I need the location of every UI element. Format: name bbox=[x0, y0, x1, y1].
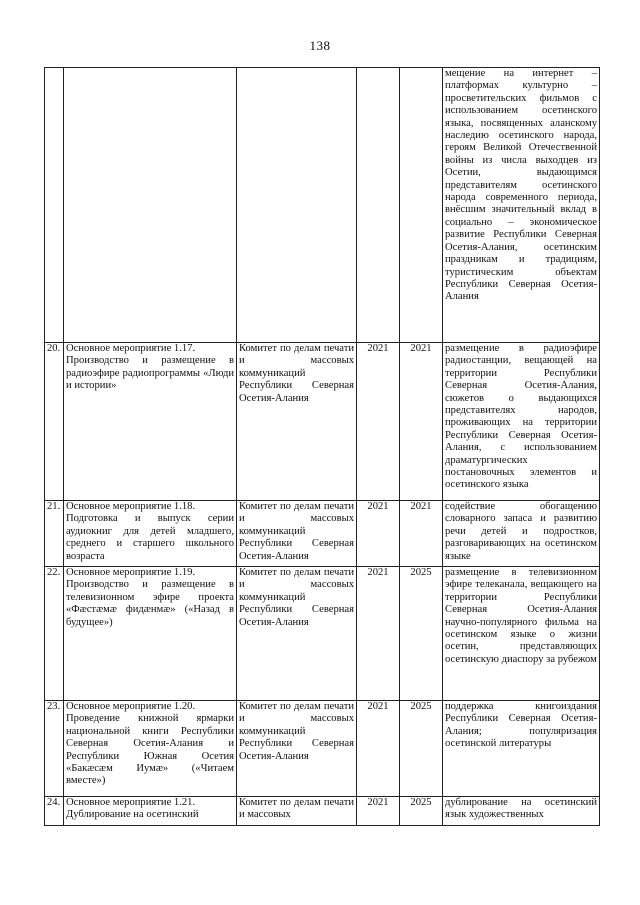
expected-result: дублирование на осетинский язык художественных bbox=[443, 797, 600, 826]
expected-result: содействие обогащению словарного запаса и развитию речи детей и подростков, разговаривающих на осетинском языке bbox=[443, 501, 600, 567]
expected-result: размещение в телевизионном эфире телеканала, вещающего на территории Республики Северная Осетия-Алания научно-популярного фильма на осетинском языке о жизни осетин, представляющих осетинскую диаспору за рубежом bbox=[443, 567, 600, 701]
executor: Комитет по делам печати и массовых bbox=[237, 797, 357, 826]
activities-table bbox=[44, 67, 600, 826]
table-row bbox=[45, 343, 600, 501]
executor: Комитет по делам печати и массовых коммуникаций Республики Северная Осетия-Алания bbox=[237, 701, 357, 797]
year-start bbox=[357, 68, 400, 343]
table-row bbox=[45, 501, 600, 567]
table-row bbox=[45, 567, 600, 701]
table-row bbox=[45, 797, 600, 826]
year-end: 2021 bbox=[400, 343, 443, 501]
year-end: 2021 bbox=[400, 501, 443, 567]
year-start: 2021 bbox=[357, 567, 400, 701]
year-end: 2025 bbox=[400, 567, 443, 701]
activity-name: Основное мероприятие 1.21. Дублирование на осетинский bbox=[64, 797, 237, 826]
executor: Комитет по делам печати и массовых коммуникаций Республики Северная Осетия-Алания bbox=[237, 567, 357, 701]
activity-name: Основное мероприятие 1.19. Производство и размещение в телевизионном эфире проекта «Фæстæмæ фидæнмæ» («Назад в будущее») bbox=[64, 567, 237, 701]
row-number: 22. bbox=[45, 567, 64, 701]
row-number: 24. bbox=[45, 797, 64, 826]
executor: Комитет по делам печати и массовых коммуникаций Республики Северная Осетия-Алания bbox=[237, 501, 357, 567]
executor bbox=[237, 68, 357, 343]
year-end bbox=[400, 68, 443, 343]
expected-result: мещение на интернет – платформах культурно – просветительских фильмов с использованием осетинского языка, посвященных аланскому наследию осетинского народа, героям Великой Отечественной войны из числа выходцев из Осетии, выдающимся представителям осетинского народа современного периода, внёсшим значительный вклад в социально – экономическое развитие Республики Северная Осетия-Алания, осетинским праздникам и традициям, туристическим объектам Республики Северная Осетия-Алания bbox=[443, 68, 600, 343]
year-end: 2025 bbox=[400, 701, 443, 797]
row-number: 20. bbox=[45, 343, 64, 501]
activity-name: Основное мероприятие 1.18. Подготовка и выпуск серии аудиокниг для детей младшего, среднего и старшего школьного возраста bbox=[64, 501, 237, 567]
activity-name: Основное мероприятие 1.20. Проведение книжной ярмарки национальной книги Республики Северная Осетия-Алания и Республики Южная Осетия «Бакæсæм Иумæ» («Читаем вместе») bbox=[64, 701, 237, 797]
year-start: 2021 bbox=[357, 701, 400, 797]
executor: Комитет по делам печати и массовых коммуникаций Республики Северная Осетия-Алания bbox=[237, 343, 357, 501]
year-start: 2021 bbox=[357, 343, 400, 501]
page-number: 138 bbox=[309, 38, 331, 53]
row-number bbox=[45, 68, 64, 343]
year-start: 2021 bbox=[357, 797, 400, 826]
expected-result: размещение в радиоэфире радиостанции, вещающей на территории Республики Северная Осетия-Алания, сюжетов о выдающихся представителях народов, проживающих на территории Республики Северная Осетия-Алания, с использованием драматургических постановочных элементов и осетинского языка bbox=[443, 343, 600, 501]
expected-result: поддержка книгоиздания Республики Северная Осетия-Алания; популяризация осетинской литературы bbox=[443, 701, 600, 797]
row-number: 23. bbox=[45, 701, 64, 797]
year-end: 2025 bbox=[400, 797, 443, 826]
table-row bbox=[45, 701, 600, 797]
row-number: 21. bbox=[45, 501, 64, 567]
table-row bbox=[45, 68, 600, 343]
activity-name bbox=[64, 68, 237, 343]
activity-name: Основное мероприятие 1.17. Производство и размещение в радиоэфире радиопрограммы «Люди и истории» bbox=[64, 343, 237, 501]
year-start: 2021 bbox=[357, 501, 400, 567]
